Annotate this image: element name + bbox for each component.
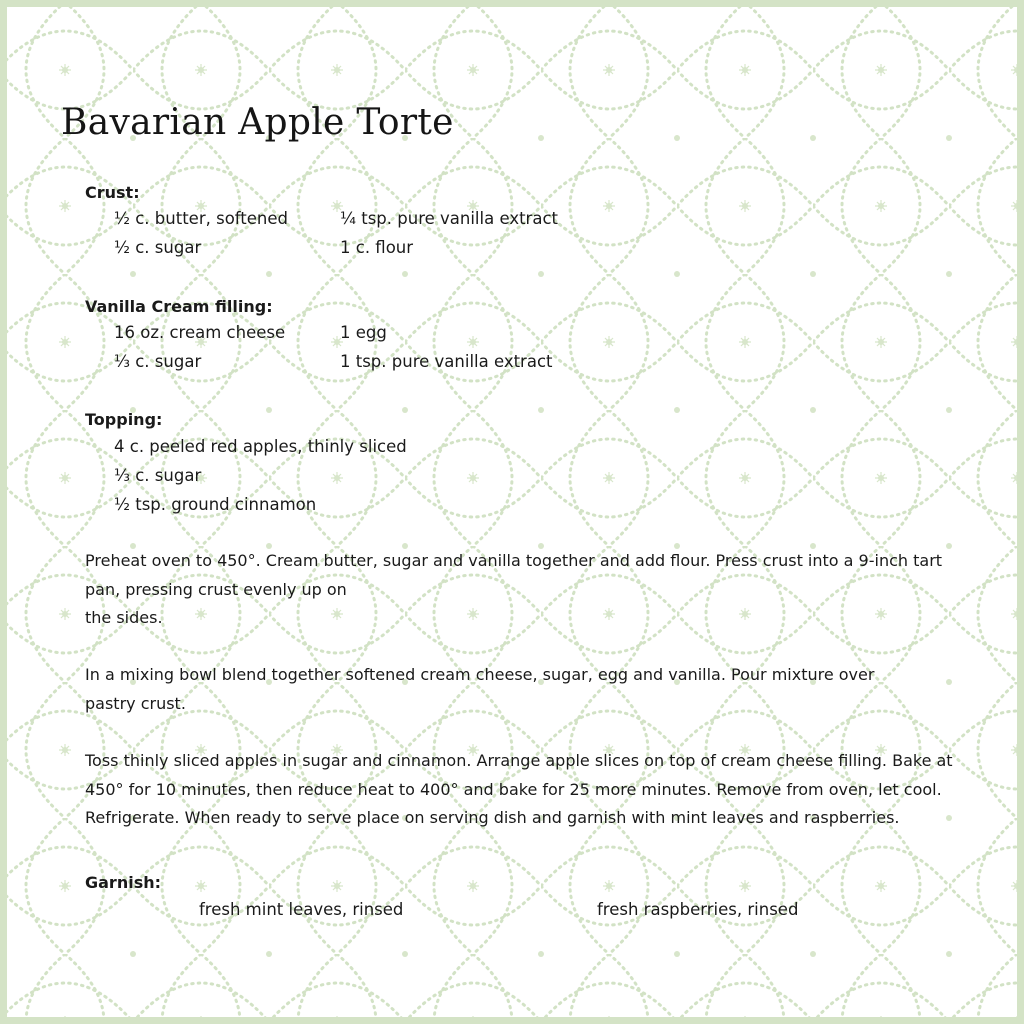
instruction-line: Toss thinly sliced apples in sugar and cinnamon. Arrange apple slices on top of cream cheese filling. Bake at [85,751,953,770]
recipe-title: Bavarian Apple Torte [61,102,454,143]
garnish-item-raspberries: fresh raspberries, rinsed [597,900,799,919]
filling-item-vanilla: 1 tsp. pure vanilla extract [340,352,553,371]
crust-heading: Crust: [85,183,140,202]
topping-item-cinnamon: ½ tsp. ground cinnamon [114,495,317,514]
instruction-line: In a mixing bowl blend together softened cream cheese, sugar, egg and vanilla. Pour mixture over [85,665,875,684]
instruction-line: the sides. [85,608,163,627]
crust-item-vanilla: ¼ tsp. pure vanilla extract [340,209,558,228]
filling-item-sugar: ⅓ c. sugar [114,352,202,371]
instruction-crust [85,547,942,633]
instruction-line: Refrigerate. When ready to serve place on serving dish and garnish with mint leaves and raspberries. [85,808,900,827]
filling-heading: Vanilla Cream filling: [85,297,273,316]
instruction-line: pastry crust. [85,693,186,713]
instruction-line: pan, pressing crust evenly up on [85,579,347,599]
filling-item-egg: 1 egg [340,323,387,342]
topping-heading: Topping: [85,410,163,429]
topping-item-sugar: ⅓ c. sugar [114,466,202,485]
instruction-line: 450° for 10 minutes, then reduce heat to 400° and bake for 25 more minutes. Remove from oven, let cool. [85,779,942,799]
filling-item-cream-cheese: 16 oz. cream cheese [114,323,286,342]
garnish-heading: Garnish: [85,873,162,892]
crust-item-flour: 1 c. flour [340,238,414,257]
instruction-line: Preheat oven to 450°. Cream butter, sugar and vanilla together and add flour. Press crust into a 9-inch tart [85,551,943,570]
instruction-topping [85,747,953,833]
garnish-item-mint: fresh mint leaves, rinsed [199,900,404,919]
instruction-filling [85,661,874,718]
crust-item-sugar: ½ c. sugar [114,238,202,257]
crust-item-butter: ½ c. butter, softened [114,209,289,228]
topping-item-apples: 4 c. peeled red apples, thinly sliced [114,437,407,456]
